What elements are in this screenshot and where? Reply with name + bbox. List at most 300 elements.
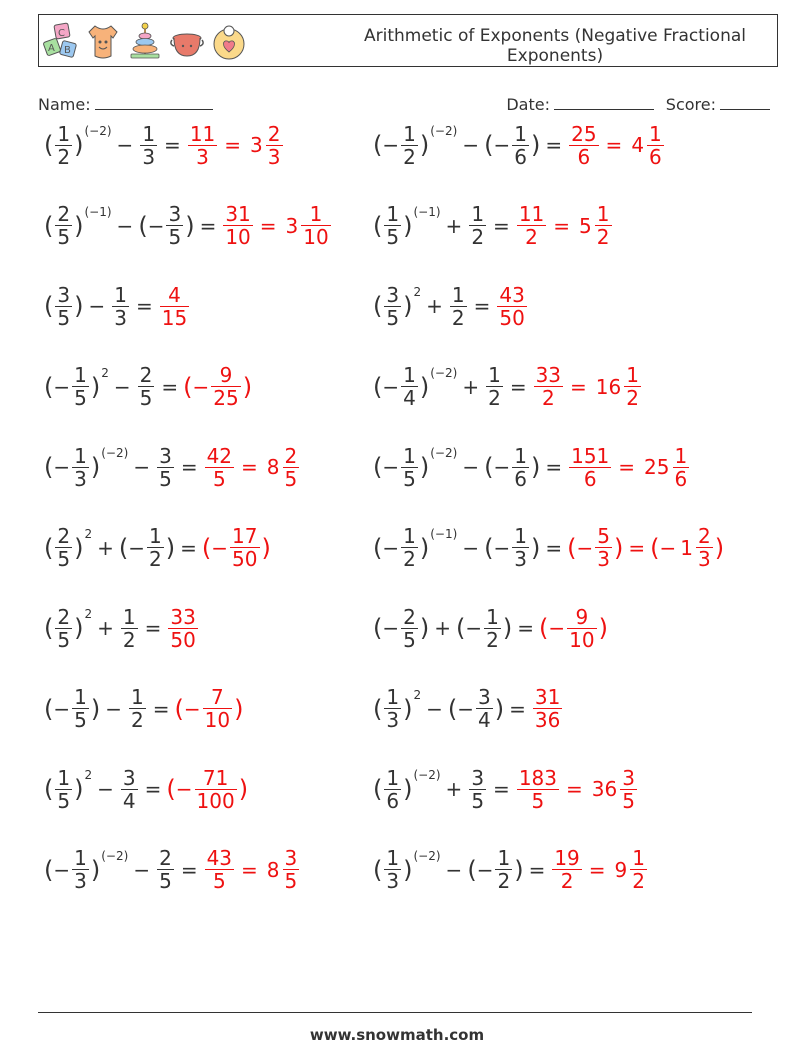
mixed-fraction bbox=[301, 203, 330, 248]
numerator: 1 bbox=[149, 524, 162, 548]
answer-fraction bbox=[230, 525, 259, 570]
mixed-number-answer bbox=[601, 123, 666, 168]
mixed-number-answer bbox=[255, 203, 333, 248]
exponent: 2 bbox=[84, 607, 93, 621]
operator: − bbox=[462, 455, 480, 479]
whole-part: 3 bbox=[250, 133, 263, 157]
numerator: 3 bbox=[622, 765, 635, 790]
denominator: 100 bbox=[196, 788, 235, 813]
numerator: 17 bbox=[232, 524, 258, 548]
answer bbox=[203, 847, 236, 892]
second-fraction bbox=[121, 767, 138, 812]
numerator: 2 bbox=[403, 604, 416, 629]
numerator: 1 bbox=[488, 363, 501, 387]
minus-sign: − bbox=[457, 696, 475, 721]
numerator: 33 bbox=[170, 604, 196, 629]
numerator: 3 bbox=[122, 765, 136, 790]
answer bbox=[203, 445, 236, 490]
second-fraction bbox=[140, 123, 157, 168]
second-fraction bbox=[147, 525, 164, 570]
numerator: 2 bbox=[57, 604, 71, 629]
open-paren: ( bbox=[44, 855, 54, 884]
base-fraction bbox=[55, 284, 72, 329]
equals-sign: = bbox=[566, 777, 583, 801]
denominator: 2 bbox=[525, 225, 538, 249]
open-paren: ( bbox=[373, 372, 383, 401]
equals-sign: = bbox=[152, 696, 170, 721]
numerator: 1 bbox=[122, 604, 136, 629]
denominator: 5 bbox=[159, 466, 172, 491]
denominator: 3 bbox=[74, 466, 87, 491]
operator: − bbox=[97, 777, 114, 801]
problem-left bbox=[44, 432, 301, 502]
svg-text:C: C bbox=[58, 28, 65, 39]
second-fraction bbox=[112, 284, 129, 329]
close-paren: ) bbox=[502, 614, 513, 642]
whole-part: 8 bbox=[266, 455, 280, 479]
close-paren: ) bbox=[165, 533, 176, 562]
operator: − bbox=[462, 535, 480, 560]
numerator: 1 bbox=[114, 282, 127, 307]
exponent: 2 bbox=[101, 365, 109, 380]
denominator: 5 bbox=[622, 788, 635, 813]
operator: − bbox=[133, 455, 151, 479]
whole-part: 1 bbox=[680, 535, 693, 560]
numerator: 3 bbox=[284, 846, 298, 870]
minus-sign: − bbox=[548, 616, 566, 640]
operator: − bbox=[445, 857, 463, 882]
base-fraction bbox=[72, 847, 89, 892]
equals-sign: = bbox=[180, 455, 198, 479]
denominator: 2 bbox=[626, 386, 639, 410]
open-paren: ( bbox=[373, 533, 383, 562]
denominator: 6 bbox=[386, 788, 400, 813]
answer bbox=[166, 606, 199, 651]
denominator: 10 bbox=[303, 225, 329, 249]
minus-sign: − bbox=[659, 535, 677, 560]
equals-sign: = bbox=[241, 455, 258, 479]
numerator: 3 bbox=[159, 443, 172, 468]
close-paren: ) bbox=[403, 855, 413, 884]
answer-fraction bbox=[188, 123, 217, 168]
whole-part: 25 bbox=[644, 455, 670, 479]
mixed-number-answer bbox=[613, 445, 691, 490]
minus-sign: − bbox=[465, 616, 483, 640]
denominator: 2 bbox=[488, 386, 501, 410]
denominator: 25 bbox=[213, 386, 239, 410]
problem-right bbox=[373, 352, 643, 422]
numerator: 1 bbox=[403, 363, 416, 387]
open-paren: ( bbox=[373, 211, 383, 240]
open-paren: ( bbox=[373, 775, 383, 803]
equals-sign: = bbox=[509, 696, 526, 721]
denominator: 50 bbox=[170, 627, 196, 652]
numerator: 1 bbox=[57, 121, 71, 146]
equals-sign: = bbox=[135, 294, 153, 318]
svg-text:A: A bbox=[48, 43, 55, 54]
open-paren: ( bbox=[373, 855, 383, 884]
denominator: 15 bbox=[161, 305, 188, 330]
numerator: 1 bbox=[497, 846, 511, 870]
title-line-2: Exponents) bbox=[506, 46, 604, 66]
problem-left bbox=[44, 754, 248, 824]
denominator: 5 bbox=[531, 788, 545, 813]
minus-sign: − bbox=[476, 857, 494, 882]
mixed-fraction bbox=[266, 123, 283, 168]
equals-sign: = bbox=[605, 133, 623, 157]
close-paren: ) bbox=[403, 292, 413, 320]
equals-sign: = bbox=[570, 374, 587, 399]
close-paren: ) bbox=[514, 855, 524, 884]
denominator: 5 bbox=[57, 627, 71, 652]
answer bbox=[175, 686, 244, 731]
base-fraction bbox=[384, 847, 401, 892]
close-paren: ) bbox=[403, 211, 413, 240]
exponent: (−2) bbox=[430, 446, 458, 460]
answer bbox=[158, 284, 191, 329]
close-paren: ) bbox=[234, 694, 244, 723]
answer-fraction bbox=[195, 767, 237, 812]
mixed-fraction bbox=[595, 203, 612, 248]
answer bbox=[515, 203, 548, 248]
answer-fraction bbox=[569, 445, 611, 490]
numerator: 1 bbox=[649, 121, 662, 146]
equals-sign: = bbox=[199, 213, 217, 238]
answer bbox=[186, 123, 219, 168]
denominator: 10 bbox=[225, 225, 251, 249]
problem-right bbox=[373, 432, 691, 502]
open-paren: ( bbox=[650, 533, 660, 562]
close-paren: ) bbox=[419, 372, 430, 401]
base-fraction bbox=[384, 203, 401, 248]
equals-sign: = bbox=[180, 535, 197, 560]
numerator: 1 bbox=[632, 846, 646, 870]
answer bbox=[183, 364, 252, 409]
numerator: 1 bbox=[514, 443, 527, 468]
answer bbox=[567, 525, 623, 570]
problem-row bbox=[0, 271, 794, 341]
second-fraction bbox=[469, 203, 486, 248]
problem-left bbox=[44, 835, 301, 905]
mixed-fraction bbox=[624, 364, 641, 409]
numerator: 3 bbox=[386, 282, 400, 307]
numerator: 2 bbox=[159, 846, 172, 870]
close-paren: ) bbox=[419, 614, 430, 642]
close-paren: ) bbox=[419, 533, 430, 562]
answer-fraction bbox=[497, 284, 526, 329]
numerator: 31 bbox=[225, 202, 251, 226]
problem-row bbox=[0, 593, 794, 663]
denominator: 6 bbox=[577, 144, 591, 169]
close-paren: ) bbox=[530, 453, 541, 481]
minus-sign: − bbox=[382, 535, 400, 560]
numerator: 2 bbox=[139, 363, 153, 387]
answer bbox=[221, 203, 254, 248]
denominator: 50 bbox=[499, 305, 525, 330]
denominator: 50 bbox=[232, 547, 258, 571]
exponent: (−2) bbox=[430, 124, 458, 138]
numerator: 19 bbox=[554, 846, 580, 870]
close-paren: ) bbox=[185, 211, 195, 240]
numerator: 5 bbox=[597, 524, 610, 548]
mixed-fraction bbox=[696, 525, 713, 570]
numerator: 1 bbox=[309, 202, 323, 226]
base-fraction bbox=[401, 445, 418, 490]
equals-sign: = bbox=[618, 455, 636, 479]
denominator: 6 bbox=[514, 466, 527, 491]
numerator: 3 bbox=[471, 765, 485, 790]
denominator: 5 bbox=[74, 708, 87, 732]
close-paren: ) bbox=[90, 855, 101, 884]
numerator: 3 bbox=[478, 685, 491, 709]
numerator: 1 bbox=[403, 121, 416, 146]
problem-right bbox=[373, 110, 666, 180]
answer-fraction bbox=[517, 203, 546, 248]
answer bbox=[567, 445, 613, 490]
denominator: 2 bbox=[486, 627, 499, 652]
second-fraction bbox=[512, 445, 529, 490]
answer-fraction bbox=[205, 445, 234, 490]
problem-left bbox=[44, 271, 191, 341]
mixed-number-answer bbox=[236, 445, 301, 490]
base-fraction bbox=[55, 606, 72, 651]
denominator: 6 bbox=[674, 466, 688, 491]
denominator: 5 bbox=[139, 386, 153, 410]
exponent: 2 bbox=[413, 687, 422, 702]
exponent: (−2) bbox=[430, 365, 458, 380]
mixed-fraction bbox=[630, 847, 647, 892]
close-paren: ) bbox=[74, 533, 84, 562]
numerator: 2 bbox=[57, 202, 71, 226]
problem-row bbox=[0, 835, 794, 905]
denominator: 5 bbox=[57, 547, 71, 571]
operator: + bbox=[97, 616, 114, 640]
close-paren: ) bbox=[530, 131, 541, 159]
numerator: 9 bbox=[575, 604, 589, 629]
close-paren: ) bbox=[74, 211, 84, 240]
numerator: 1 bbox=[386, 765, 400, 790]
date-label: Date: bbox=[506, 95, 550, 114]
exponent: 2 bbox=[84, 526, 93, 541]
second-fraction bbox=[157, 445, 174, 490]
minus-sign: − bbox=[576, 535, 594, 560]
denominator: 3 bbox=[74, 869, 87, 893]
equals-sign: = bbox=[473, 294, 491, 318]
numerator: 1 bbox=[57, 765, 71, 790]
base-fraction bbox=[55, 203, 72, 248]
footer-divider bbox=[38, 1012, 752, 1013]
numerator: 1 bbox=[403, 443, 416, 468]
operator: + bbox=[97, 535, 114, 560]
mixed-fraction bbox=[283, 445, 300, 490]
whole-part: 16 bbox=[595, 374, 622, 399]
operator: + bbox=[445, 777, 463, 801]
numerator: 1 bbox=[74, 443, 87, 468]
open-paren: ( bbox=[567, 533, 577, 562]
denominator: 3 bbox=[386, 869, 400, 893]
open-paren: ( bbox=[166, 775, 176, 803]
operator: + bbox=[445, 213, 463, 238]
problem-row bbox=[0, 674, 794, 744]
second-fraction bbox=[166, 203, 183, 248]
problem-right bbox=[373, 835, 649, 905]
equals-sign: = bbox=[545, 535, 563, 560]
denominator: 4 bbox=[478, 708, 491, 732]
problem-left bbox=[44, 513, 271, 583]
mixed-number-answer bbox=[584, 847, 649, 892]
equals-sign: = bbox=[144, 777, 162, 801]
open-paren: ( bbox=[484, 131, 494, 159]
open-paren: ( bbox=[44, 775, 54, 803]
base-fraction bbox=[384, 686, 401, 731]
answer-fraction bbox=[203, 686, 232, 731]
numerator: 7 bbox=[211, 685, 224, 709]
minus-sign: − bbox=[147, 213, 165, 238]
answer-fraction bbox=[223, 203, 252, 248]
exponent: 2 bbox=[413, 285, 422, 299]
denominator: 3 bbox=[514, 547, 527, 571]
minus-sign: − bbox=[53, 696, 71, 721]
numerator: 43 bbox=[499, 282, 525, 307]
denominator: 2 bbox=[122, 627, 136, 652]
answer bbox=[495, 284, 528, 329]
numerator: 2 bbox=[284, 443, 298, 468]
close-paren: ) bbox=[90, 372, 101, 401]
open-paren: ( bbox=[44, 131, 54, 159]
numerator: 2 bbox=[57, 524, 71, 548]
numerator: 1 bbox=[74, 846, 87, 870]
numerator: 1 bbox=[74, 363, 87, 387]
denominator: 2 bbox=[149, 547, 162, 571]
numerator: 31 bbox=[534, 685, 561, 709]
second-fraction bbox=[129, 686, 146, 731]
numerator: 1 bbox=[596, 202, 610, 226]
equals-sign: = bbox=[628, 535, 646, 560]
numerator: 1 bbox=[74, 685, 87, 709]
answer-fraction bbox=[534, 364, 563, 409]
exponent: (−2) bbox=[413, 848, 441, 863]
problem-right bbox=[373, 191, 614, 261]
close-paren: ) bbox=[90, 453, 101, 481]
denominator: 2 bbox=[632, 869, 646, 893]
numerator: 3 bbox=[57, 282, 71, 307]
exponent: 2 bbox=[84, 768, 93, 782]
minus-sign: − bbox=[192, 374, 210, 399]
close-paren: ) bbox=[613, 533, 624, 562]
base-fraction bbox=[384, 284, 401, 329]
denominator: 2 bbox=[471, 225, 485, 249]
denominator: 36 bbox=[534, 708, 561, 732]
answer bbox=[515, 767, 561, 812]
numerator: 2 bbox=[697, 524, 711, 548]
minus-sign: − bbox=[53, 374, 71, 399]
minus-sign: − bbox=[493, 535, 511, 560]
denominator: 4 bbox=[122, 788, 136, 813]
denominator: 5 bbox=[57, 788, 71, 813]
exponent: (−1) bbox=[430, 526, 458, 541]
numerator: 25 bbox=[571, 121, 597, 146]
open-paren: ( bbox=[44, 614, 54, 642]
close-paren: ) bbox=[419, 453, 430, 481]
mixed-number-answer bbox=[561, 767, 639, 812]
denominator: 2 bbox=[403, 144, 416, 169]
name-label: Name: bbox=[38, 95, 91, 114]
open-paren: ( bbox=[373, 614, 383, 642]
equals-sign: = bbox=[545, 133, 563, 157]
denominator: 2 bbox=[403, 547, 416, 571]
numerator: 9 bbox=[219, 363, 233, 387]
numerator: 1 bbox=[142, 121, 156, 146]
denominator: 10 bbox=[569, 627, 595, 652]
open-paren: ( bbox=[44, 372, 54, 401]
close-paren: ) bbox=[74, 292, 84, 320]
close-paren: ) bbox=[74, 131, 84, 159]
numerator: 43 bbox=[206, 846, 233, 870]
equals-sign: = bbox=[493, 213, 510, 238]
open-paren: ( bbox=[44, 453, 54, 481]
equals-sign: = bbox=[493, 777, 510, 801]
equals-sign: = bbox=[161, 374, 179, 399]
numerator: 1 bbox=[403, 524, 416, 548]
minus-sign: − bbox=[382, 133, 400, 157]
denominator: 6 bbox=[583, 466, 597, 491]
equals-sign: = bbox=[241, 857, 258, 882]
second-fraction bbox=[512, 525, 529, 570]
close-paren: ) bbox=[238, 775, 249, 803]
mixed-fraction bbox=[647, 123, 664, 168]
denominator: 2 bbox=[57, 144, 71, 169]
open-paren: ( bbox=[44, 211, 54, 240]
base-fraction bbox=[401, 525, 418, 570]
answer-fraction bbox=[595, 525, 612, 570]
base-fraction bbox=[384, 767, 401, 812]
base-fraction bbox=[401, 364, 418, 409]
problem-left bbox=[44, 352, 252, 422]
base-fraction bbox=[72, 364, 89, 409]
minus-sign: − bbox=[382, 374, 400, 399]
numerator: 42 bbox=[206, 443, 233, 468]
denominator: 5 bbox=[212, 869, 226, 893]
answer-fraction bbox=[517, 767, 559, 812]
problem-right bbox=[373, 271, 529, 341]
numerator: 4 bbox=[168, 282, 181, 307]
exponent: (−1) bbox=[84, 204, 112, 219]
answer bbox=[539, 606, 608, 651]
problem-row bbox=[0, 110, 794, 180]
denominator: 5 bbox=[284, 869, 298, 893]
equals-sign: = bbox=[259, 213, 277, 238]
mixed-fraction bbox=[283, 847, 300, 892]
operator: − bbox=[462, 133, 480, 157]
numerator: 3 bbox=[168, 202, 182, 226]
equals-sign: = bbox=[224, 133, 242, 157]
exponent: (−2) bbox=[101, 848, 129, 863]
numerator: 1 bbox=[514, 121, 527, 146]
equals-sign: = bbox=[528, 857, 546, 882]
problem-row bbox=[0, 191, 794, 261]
answer bbox=[532, 364, 565, 409]
second-fraction bbox=[469, 767, 486, 812]
denominator: 5 bbox=[403, 627, 416, 652]
minus-sign: − bbox=[175, 777, 193, 801]
equals-sign: = bbox=[164, 133, 181, 157]
numerator: 1 bbox=[471, 202, 485, 226]
denominator: 2 bbox=[541, 386, 555, 410]
denominator: 2 bbox=[451, 305, 465, 330]
problem-right bbox=[373, 513, 724, 583]
close-paren: ) bbox=[261, 533, 271, 562]
open-paren: ( bbox=[44, 292, 54, 320]
